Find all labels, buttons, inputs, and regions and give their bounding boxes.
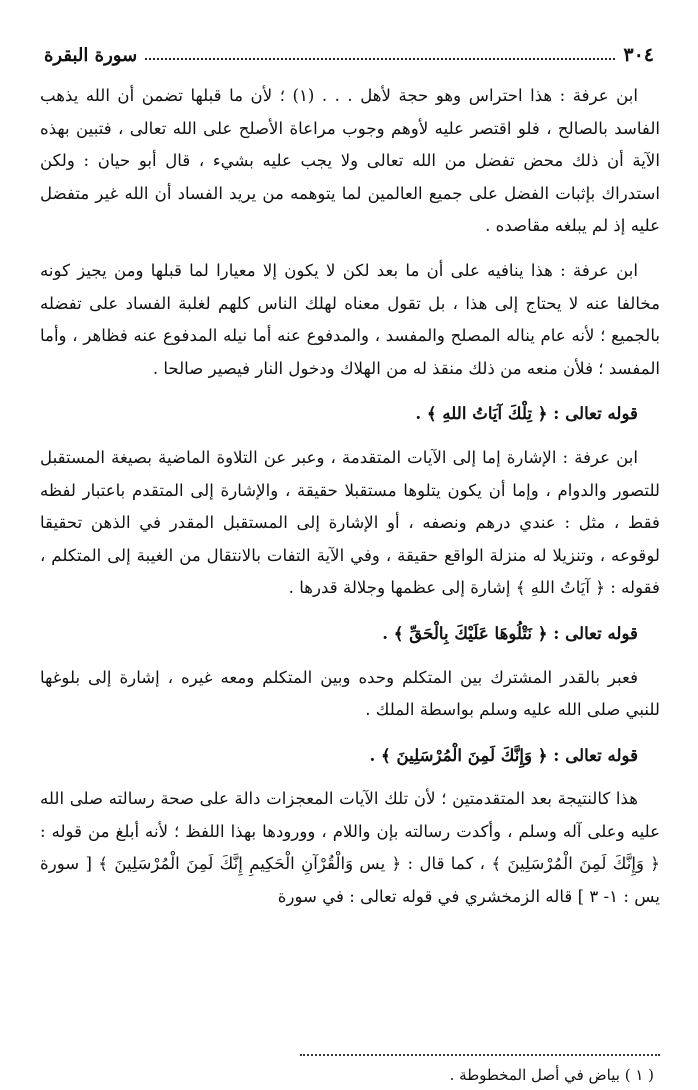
paragraph-ibn-arafa-2: ابن عرفة : هذا ينافيه على أن ما بعد لكن لا يكون إلا معيارا لما قبلها ومن يجيز كونه مخالفا عنه لا يحتاج إلى هذا ، بل تقول معناه لهلك الناس كلهم لغلبة الفساد على تفضله بالجميع ؛ لأنه عام يناله المصلح والمفسد ، والمدفوع عنه أما نيله المدفوع عنه فظاهر ، وأما المفسد ؛ فلأن منعه من ذلك منقذ له من الهلاك ودخول النار فيصير صالحا . xyxy=(40,260,660,378)
verse-heading-natluha: قوله تعالى : ﴿ نَتْلُوهَا عَلَيْكَ بِالْحَقِّ ﴾ . xyxy=(382,622,638,643)
page-body xyxy=(40,80,660,926)
page-number: ٣٠٤ xyxy=(623,44,654,66)
footnote-separator xyxy=(300,1054,660,1056)
verse-heading-innaka: قوله تعالى : ﴿ وَإِنَّكَ لَمِنَ الْمُرْسَلِينَ ﴾ . xyxy=(369,744,638,765)
surah-title: سورة البقرة xyxy=(44,44,138,66)
paragraph-commentary-2: هذا كالنتيجة بعد المتقدمتين ؛ لأن تلك الآيات المعجزات دالة على صحة رسالته صلى الله عليه وعلى آله وسلم ، وأكدت رسالته بإن واللام ، وورودها بهذا اللفظ ؛ لأنه أبلغ من قوله : ﴿ وَإِنَّكَ لَمِنَ الْمُرْسَلِينَ ﴾ ، كما قال : ﴿ يس وَالْقُرْآنِ الْحَكِيمِ إِنَّكَ لَمِنَ الْمُرْسَلِينَ ﴾ [ سورة يس : ١- ٣ ] قاله الزمخشري في قوله تعالى : في سورة xyxy=(40,789,660,907)
paragraph-commentary-1: فعبر بالقدر المشترك بين المتكلم وحده وبين المتكلم ومعه غيره ، إشارة إلى بلوغها للنبي صلى الله عليه وسلم بواسطة الملك . xyxy=(40,667,660,720)
header-dotted-rule xyxy=(145,58,615,60)
paragraph-ibn-arafa-1: ابن عرفة : هذا احتراس وهو حجة لأهل . . . (١) ؛ لأن ما قبلها تضمن أن الله يذهب الفاسد بالصالح ، فلو اقتصر عليه لأوهم وجوب مراعاة الأصلح على الله تعالى ، فتبين بهذه الآية أن ذلك محض تفضل من الله تعالى ولا يجب عليه بشيء ، قال أبو حيان : ولكن استدراك بإثبات الفضل على جميع العالمين لما يتوهمه من يريد الفساد أن الله غير متفضل عليه إذ لم يبلغه مقاصده . xyxy=(40,86,660,236)
verse-heading-tilka: قوله تعالى : ﴿ تِلْكَ آيَاتُ اللهِ ﴾ . xyxy=(415,403,638,424)
footnote: ( ١ ) بياض في أصل المخطوطة . xyxy=(449,1066,654,1084)
page-header xyxy=(44,40,654,70)
paragraph-ibn-arafa-3: ابن عرفة : الإشارة إما إلى الآيات المتقدمة ، وعبر عن التلاوة الماضية بصيغة المستقبل للتصور والدوام ، وإما أن يكون يتلوها مستقبلا حقيقة ، والإشارة إلى المتقدم باعتبار لفظه فقط ، مثل : عندي درهم ونصفه ، أو الإشارة إلى المستقبل المقدر في الذهن تحقيقا لوقوعه ، وتنزيلا له منزلة الواقع حقيقة ، وفي الآية التفات بالانتقال من الغيبة إلى المتكلم ، فقوله : ﴿ آيَاتُ اللهِ ﴾ إشارة إلى عظمها وجلالة قدرها . xyxy=(40,447,660,598)
